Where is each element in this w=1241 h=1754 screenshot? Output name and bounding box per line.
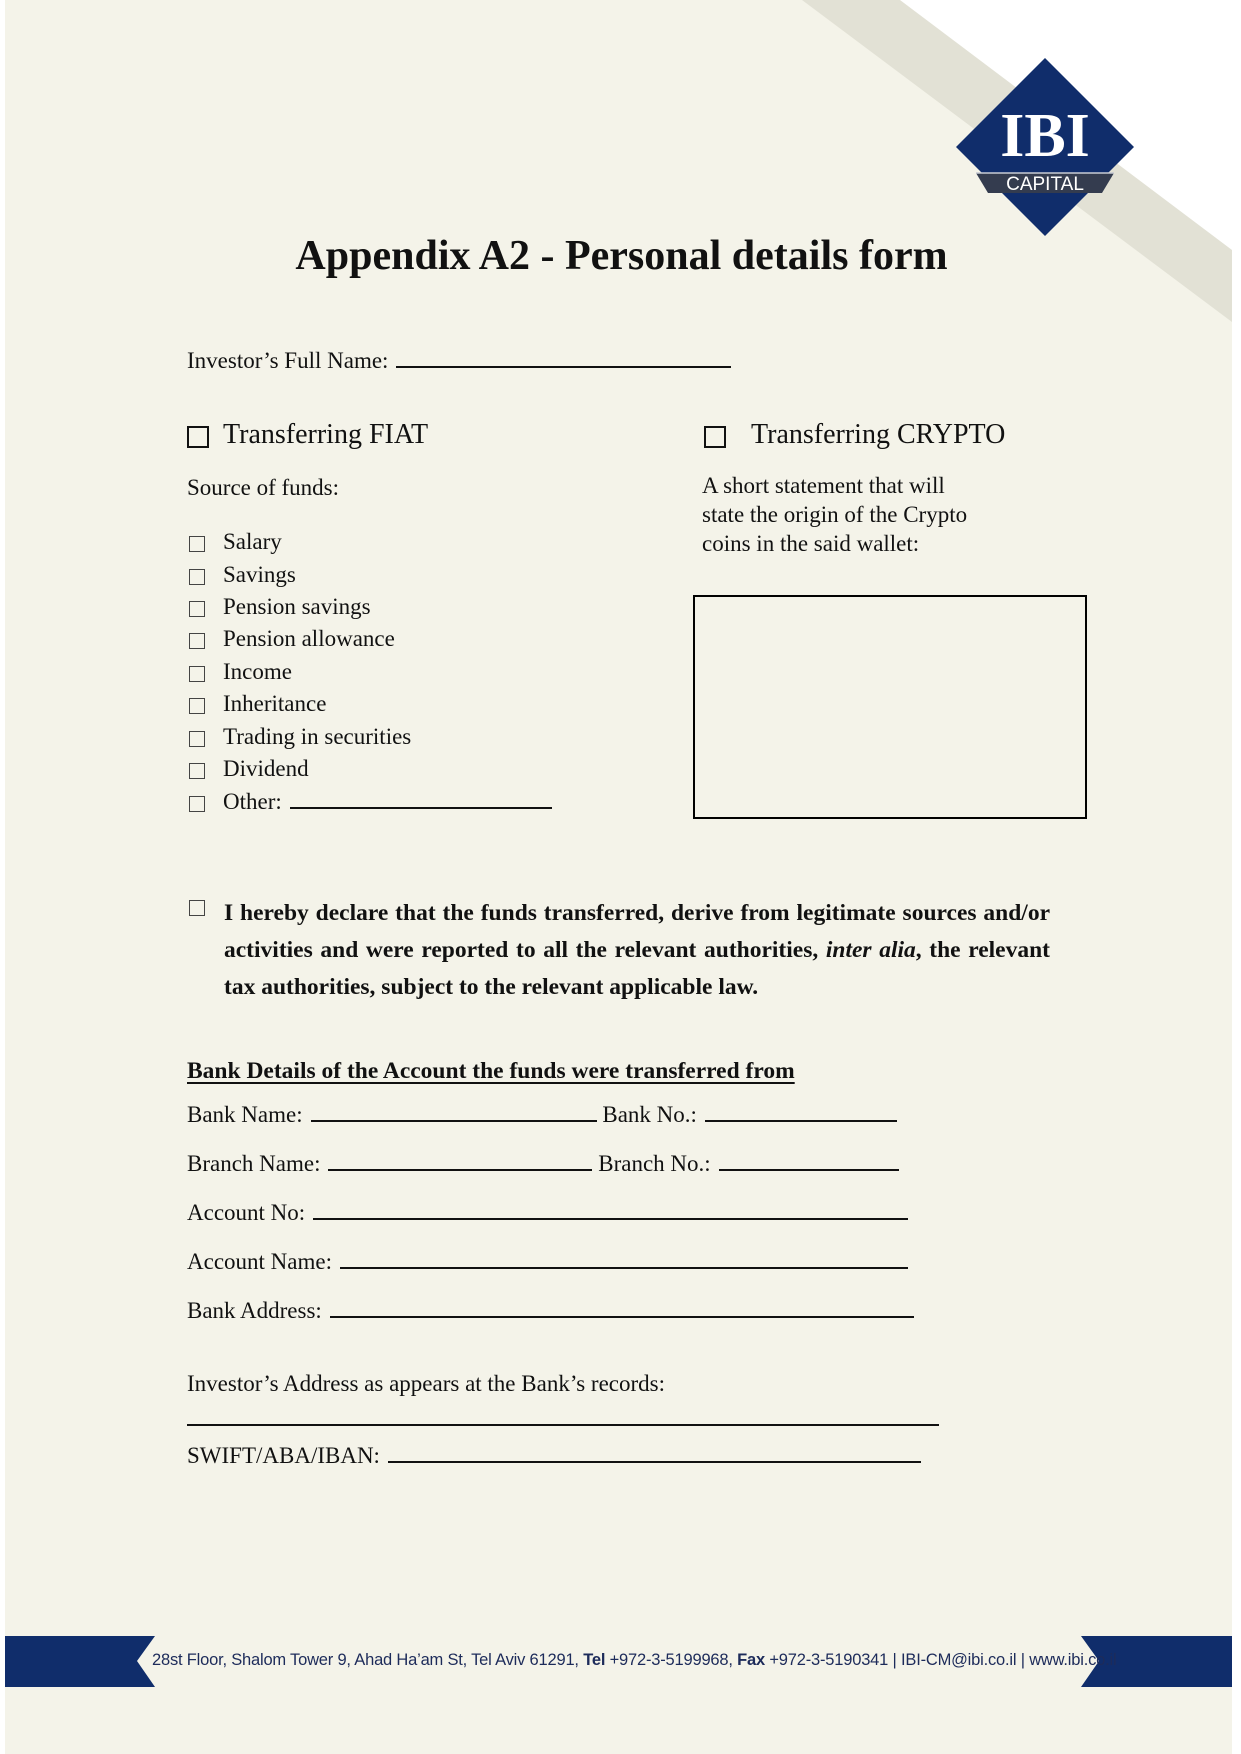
footer-address: 28st Floor, Shalom Tower 9, Ahad Ha’am St, Tel Aviv 61291, <box>152 1651 584 1669</box>
bank-name-row <box>187 1102 897 1128</box>
bank-address-field[interactable] <box>330 1298 914 1318</box>
savings-checkbox[interactable] <box>189 569 205 585</box>
footer-separator: | <box>1016 1651 1030 1669</box>
declaration-text-part: I hereby declare that the funds transferred, derive from legitimate sources and/or activities and were reported to all the relevant authorities, <box>224 900 1050 963</box>
title-text: Appendix A2 - Personal details form <box>295 233 948 279</box>
fiat-checkbox[interactable] <box>187 426 209 448</box>
declaration-text-part: , the relevant tax authorities, subject to the relevant applicable law. <box>224 937 1050 1000</box>
other-row <box>223 789 552 815</box>
swift-label: SWIFT/ABA/IBAN: <box>187 1443 380 1468</box>
bank-address-label: Bank Address: <box>187 1298 322 1323</box>
branch-no-label: Branch No.: <box>598 1151 711 1176</box>
inheritance-checkbox[interactable] <box>189 698 205 714</box>
crypto-instructions <box>702 471 967 558</box>
dividend-checkbox[interactable] <box>189 763 205 779</box>
bank-no-field[interactable] <box>705 1102 897 1122</box>
branch-row <box>187 1151 899 1177</box>
investor-name-field[interactable] <box>396 348 731 368</box>
investor-name-row <box>187 348 731 374</box>
option-label: Salary <box>223 529 282 554</box>
investor-name-label: Investor’s Full Name: <box>187 348 389 373</box>
option-label: Trading in securities <box>223 724 412 749</box>
footer-fax-label: Fax <box>737 1651 765 1669</box>
ibi-capital-logo <box>956 58 1134 236</box>
bank-name-field[interactable] <box>311 1102 597 1122</box>
option-label: Pension allowance <box>223 626 395 651</box>
account-name-field[interactable] <box>340 1249 908 1269</box>
pension-allowance-checkbox[interactable] <box>189 633 205 649</box>
investor-address-field[interactable] <box>187 1424 939 1426</box>
bank-details-heading: Bank Details of the Account the funds were transferred from <box>187 1058 795 1084</box>
account-no-label: Account No: <box>187 1200 306 1225</box>
footer-tel: +972-3-5199968, <box>605 1651 738 1669</box>
crypto-label: Transferring CRYPTO <box>751 419 1006 450</box>
form-page <box>5 0 1232 1754</box>
branch-name-field[interactable] <box>328 1151 592 1171</box>
footer-email-link[interactable]: IBI-CM@ibi.co.il <box>901 1651 1017 1669</box>
footer-tel-label: Tel <box>583 1651 606 1669</box>
option-label: Dividend <box>223 756 309 781</box>
declaration-text <box>224 895 1050 1006</box>
declaration-checkbox[interactable] <box>189 900 205 916</box>
account-name-label: Account Name: <box>187 1249 332 1274</box>
instruction-line: coins in the said wallet: <box>702 531 920 556</box>
account-no-row <box>187 1200 908 1226</box>
account-no-field[interactable] <box>313 1200 908 1220</box>
swift-field[interactable] <box>388 1443 921 1463</box>
bank-name-label: Bank Name: <box>187 1102 303 1127</box>
footer-band-left <box>5 1636 155 1687</box>
other-field[interactable] <box>290 789 552 809</box>
footer-website-link[interactable]: www.ibi.co.il <box>1029 1651 1117 1669</box>
declaration-italic: inter alia <box>825 937 916 963</box>
instruction-line: state the origin of the Crypto <box>702 502 968 527</box>
option-label: Pension savings <box>223 594 371 619</box>
crypto-checkbox[interactable] <box>704 426 726 448</box>
footer-fax: +972-3-5190341 | <box>764 1651 901 1669</box>
footer-contact <box>152 1651 1116 1670</box>
bank-address-row <box>187 1298 914 1324</box>
swift-row <box>187 1443 921 1469</box>
account-name-row <box>187 1249 908 1275</box>
page-title <box>5 232 1232 280</box>
investor-address-label: Investor’s Address as appears at the Bank’s records: <box>187 1371 665 1396</box>
branch-name-label: Branch Name: <box>187 1151 321 1176</box>
logo-subtext: CAPITAL <box>1006 174 1084 195</box>
crypto-statement-box[interactable] <box>693 595 1087 819</box>
other-checkbox[interactable] <box>189 796 205 812</box>
bank-no-label: Bank No.: <box>602 1102 697 1127</box>
source-of-funds-label: Source of funds: <box>187 475 340 500</box>
option-label: Other: <box>223 789 282 814</box>
logo-text: IBI <box>1000 102 1090 170</box>
pension-savings-checkbox[interactable] <box>189 601 205 617</box>
fiat-label: Transferring FIAT <box>223 419 429 450</box>
salary-checkbox[interactable] <box>189 536 205 552</box>
instruction-line: A short statement that will <box>702 473 945 498</box>
branch-no-field[interactable] <box>719 1151 899 1171</box>
trading-in-securities-checkbox[interactable] <box>189 731 205 747</box>
option-label: Inheritance <box>223 691 327 716</box>
option-label: Savings <box>223 562 296 587</box>
income-checkbox[interactable] <box>189 666 205 682</box>
option-label: Income <box>223 659 292 684</box>
